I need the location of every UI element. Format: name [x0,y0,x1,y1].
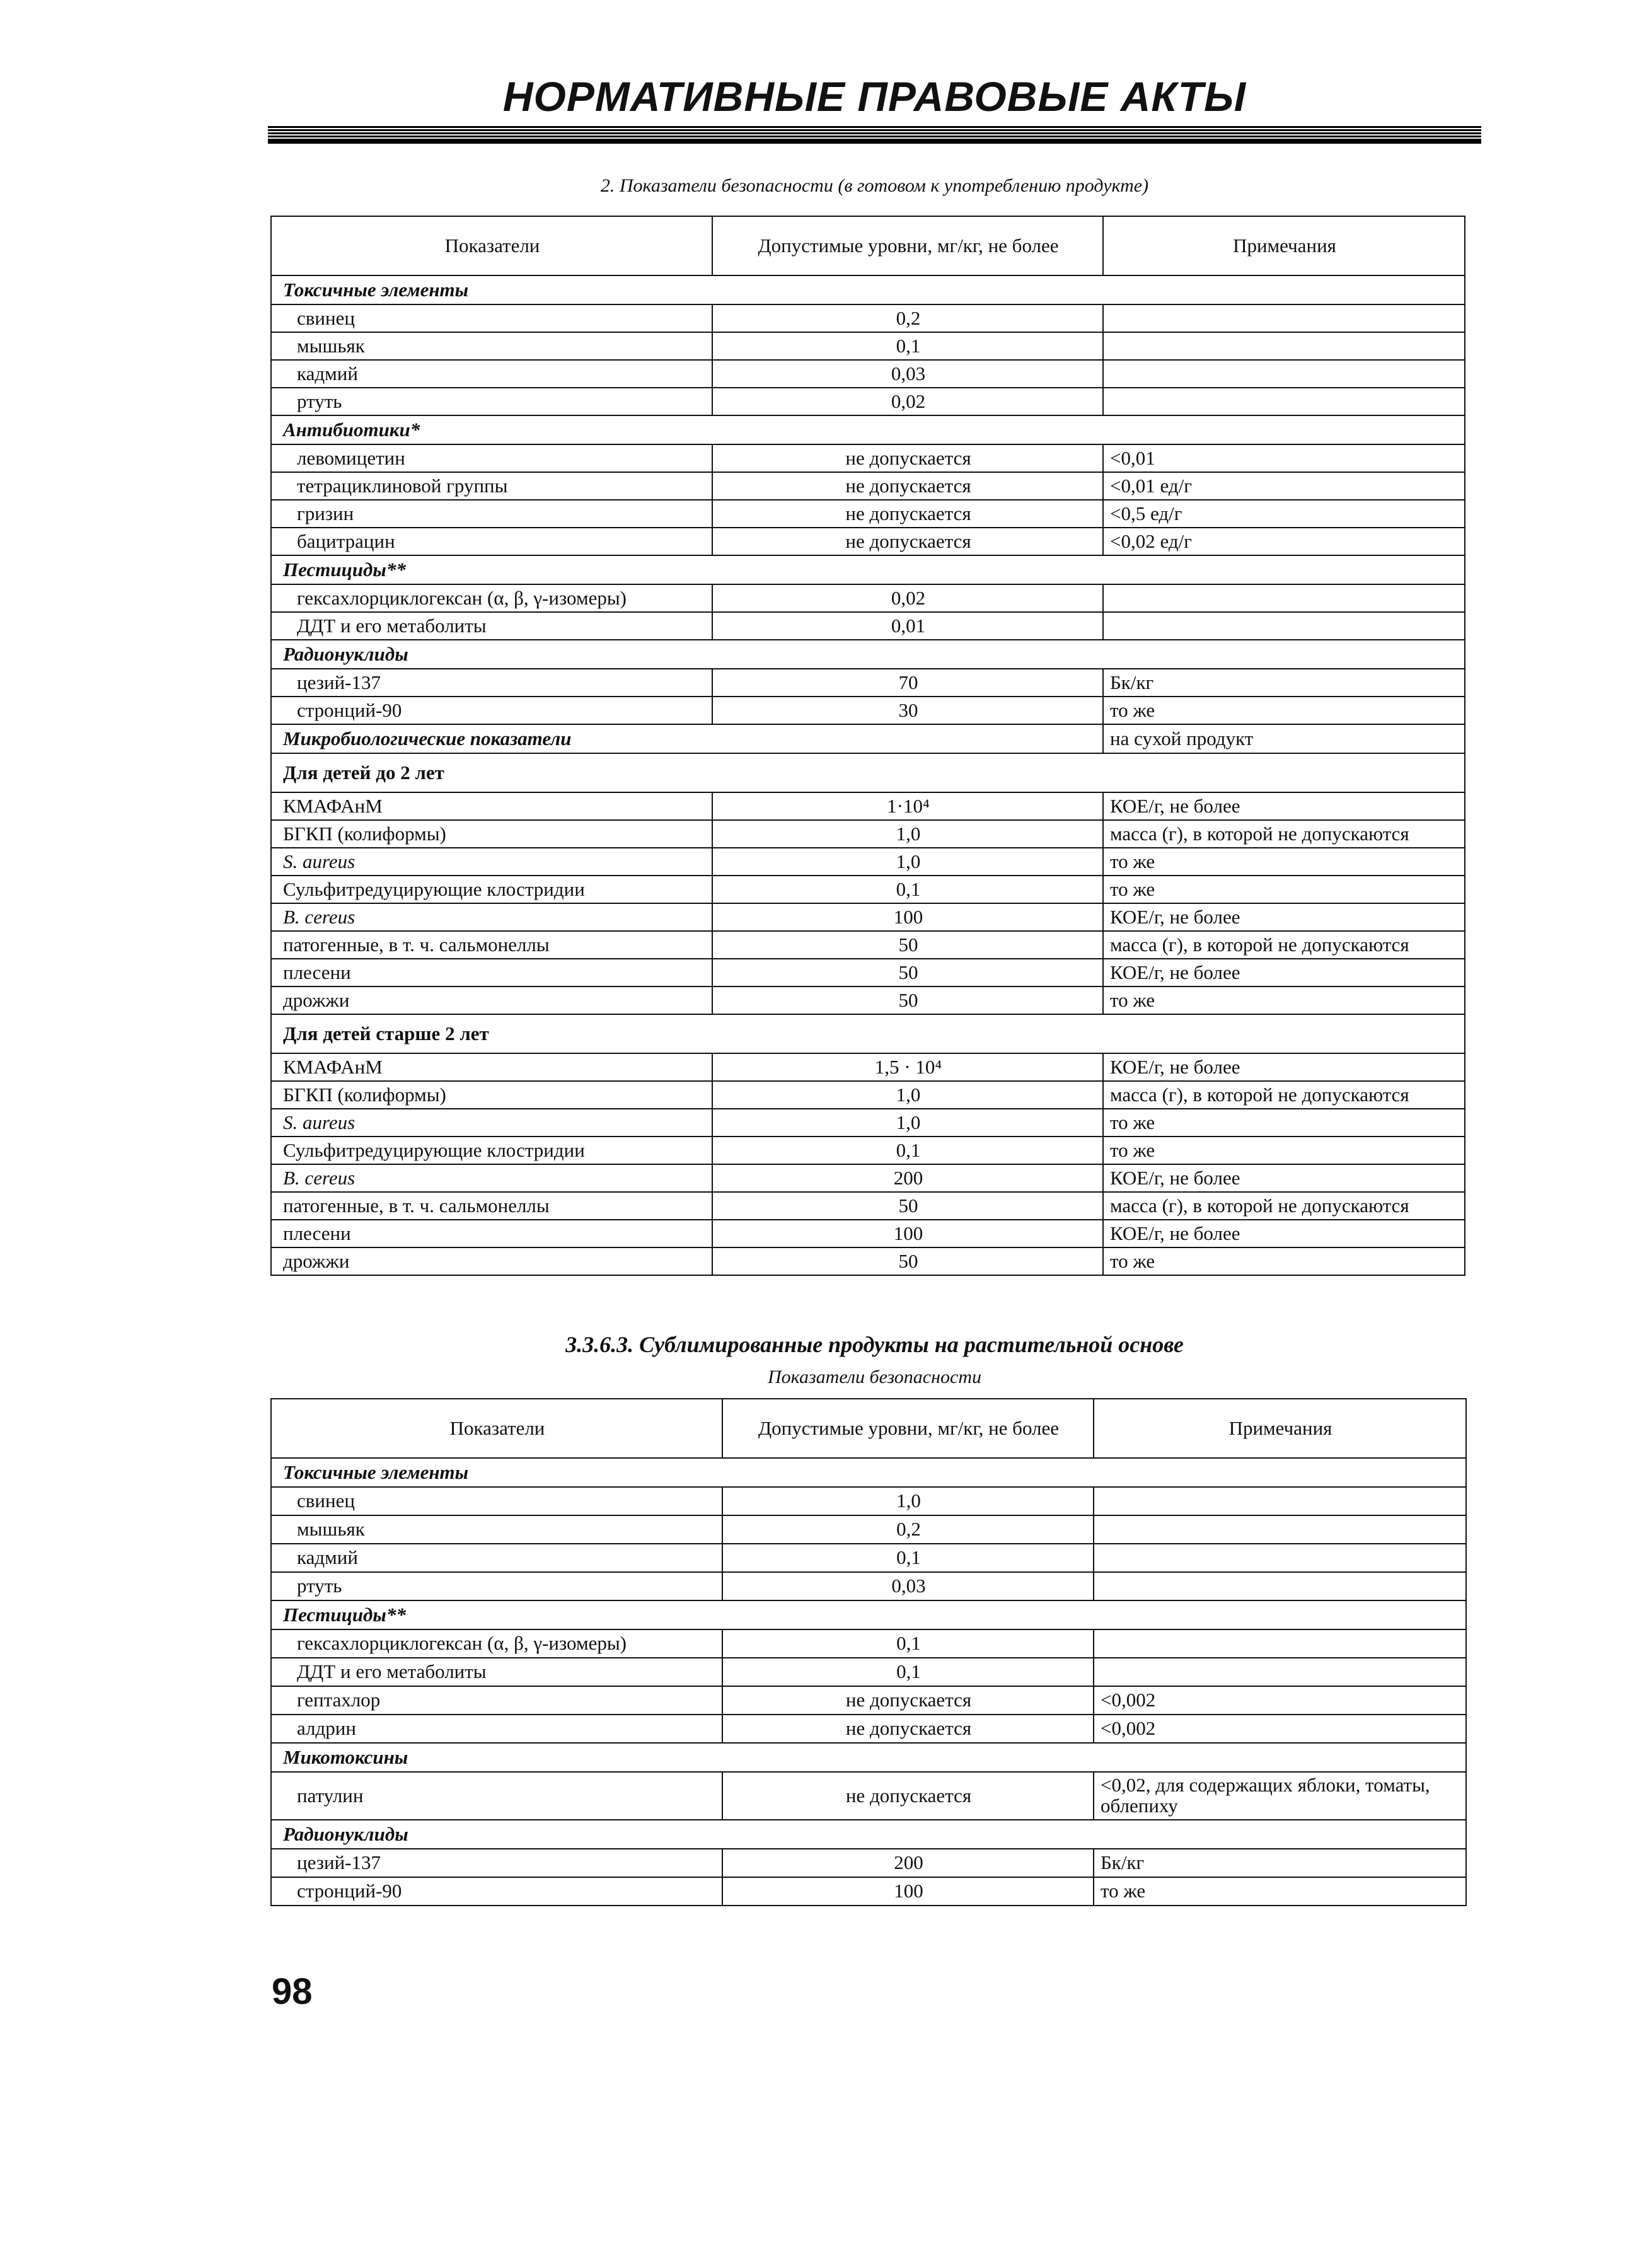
table-row [271,1544,1466,1572]
note-cell: то же [1094,1877,1466,1906]
note-cell: КОЕ/г, не более [1103,1220,1465,1247]
column-header-indicator: Показатели [271,216,712,275]
indicator-name: патулин [271,1772,722,1820]
note-cell [1103,332,1465,360]
indicator-name: Сульфитредуцирующие клостридии [271,1137,712,1164]
permitted-level: 100 [712,903,1103,931]
indicator-name: бацитрацин [271,528,712,555]
indicator-name: патогенные, в т. ч. сальмонеллы [271,1192,712,1220]
note-cell [1103,304,1465,332]
table-row [271,1137,1465,1164]
indicator-name: ДДТ и его метаболиты [271,1658,722,1686]
table-row [271,1686,1466,1715]
section-row [271,1014,1465,1053]
permitted-level: 0,2 [712,304,1103,332]
permitted-level: 0,03 [712,360,1103,388]
permitted-level: 0,1 [712,1137,1103,1164]
permitted-level: не допускается [722,1686,1094,1715]
note-cell [1094,1544,1466,1572]
permitted-level: 0,1 [722,1629,1094,1658]
table2-body [271,1458,1466,1906]
section-row [271,724,1465,753]
table-row [271,388,1465,415]
indicator-name: мышьяк [271,1515,722,1544]
table-row [271,332,1465,360]
indicator-name: левомицетин [271,444,712,472]
indicator-name: кадмий [271,1544,722,1572]
section-title: Пестициды** [271,555,1465,584]
note-cell: то же [1103,1247,1465,1275]
table-row [271,500,1465,528]
permitted-level: 50 [712,931,1103,959]
table-row [271,304,1465,332]
permitted-level: 0,03 [722,1572,1094,1600]
indicator-name: ДДТ и его метаболиты [271,612,712,640]
section-row [271,1600,1466,1629]
table-row [271,1515,1466,1544]
permitted-level: 100 [722,1877,1094,1906]
section-title: Микотоксины [271,1743,1466,1772]
note-cell: масса (г), в которой не допускаются [1103,1081,1465,1109]
permitted-level: 1,0 [722,1487,1094,1515]
permitted-level: 50 [712,986,1103,1014]
indicator-name: КМАФАнМ [271,1053,712,1081]
note-cell [1094,1515,1466,1544]
table-row [271,697,1465,724]
note-cell: КОЕ/г, не более [1103,792,1465,820]
permitted-level: 50 [712,1247,1103,1275]
permitted-level: 0,01 [712,612,1103,640]
note-cell: <0,02 ед/г [1103,528,1465,555]
permitted-level: 0,02 [712,388,1103,415]
indicator-name: дрожжи [271,1247,712,1275]
table-row [271,612,1465,640]
indicator-name: S. aureus [271,1109,712,1137]
indicator-name: плесени [271,959,712,986]
section-note: на сухой продукт [1103,724,1465,753]
indicator-name: ртуть [271,1572,722,1600]
section-title: Микробиологические показатели [271,724,1103,753]
permitted-level: 0,2 [722,1515,1094,1544]
indicator-name: цезий-137 [271,1849,722,1877]
note-cell: то же [1103,1109,1465,1137]
table-row [271,1572,1466,1600]
indicator-name: гексахлорциклогексан (α, β, γ-изомеры) [271,1629,722,1658]
note-cell: <0,002 [1094,1686,1466,1715]
note-cell: КОЕ/г, не более [1103,1053,1465,1081]
permitted-level: 0,1 [722,1544,1094,1572]
table-row [271,986,1465,1014]
note-cell: то же [1103,986,1465,1014]
table-row [271,1487,1466,1515]
note-cell [1103,612,1465,640]
section-title: Радионуклиды [271,640,1465,669]
column-header-notes: Примечания [1103,216,1465,275]
note-cell: <0,01 ед/г [1103,472,1465,500]
column-header-indicator: Показатели [271,1399,722,1458]
table-row [271,1081,1465,1109]
indicator-name: патогенные, в т. ч. сальмонеллы [271,931,712,959]
note-cell: <0,01 [1103,444,1465,472]
indicator-name: БГКП (колиформы) [271,820,712,848]
indicator-name: БГКП (колиформы) [271,1081,712,1109]
column-header-levels: Допустимые уровни, мг/кг, не более [712,216,1103,275]
indicator-name: гризин [271,500,712,528]
table-row [271,528,1465,555]
permitted-level: 0,1 [722,1658,1094,1686]
permitted-level: 200 [722,1849,1094,1877]
note-cell: <0,5 ед/г [1103,500,1465,528]
permitted-level: 1·10⁴ [712,792,1103,820]
section-row [271,640,1465,669]
note-cell: Бк/кг [1103,669,1465,697]
note-cell: КОЕ/г, не более [1103,959,1465,986]
note-cell [1103,360,1465,388]
table-row [271,792,1465,820]
indicator-name: B. cereus [271,1164,712,1192]
page-header-title: НОРМАТИВНЫЕ ПРАВОВЫЕ АКТЫ [502,73,1247,120]
table-row [271,584,1465,612]
note-cell [1094,1572,1466,1600]
section-title: Токсичные элементы [271,1458,1466,1487]
permitted-level: 1,0 [712,848,1103,876]
permitted-level: 1,0 [712,1081,1103,1109]
permitted-level: 0,1 [712,332,1103,360]
permitted-level: 0,1 [712,876,1103,903]
note-cell: масса (г), в которой не допускаются [1103,820,1465,848]
indicator-name: плесени [271,1220,712,1247]
section-row [271,415,1465,444]
table-row [271,1192,1465,1220]
indicator-name: гексахлорциклогексан (α, β, γ-изомеры) [271,584,712,612]
note-cell: КОЕ/г, не более [1103,1164,1465,1192]
note-cell: то же [1103,848,1465,876]
table-row [271,1658,1466,1686]
indicator-name: Сульфитредуцирующие клостридии [271,876,712,903]
table1 [270,216,1465,1276]
indicator-name: цезий-137 [271,669,712,697]
table-row [271,1164,1465,1192]
permitted-level: не допускается [722,1772,1094,1820]
table-row [271,1772,1466,1820]
permitted-level: 200 [712,1164,1103,1192]
indicator-name: мышьяк [271,332,712,360]
section-subheading: Показатели безопасности [768,1367,981,1387]
indicator-name: кадмий [271,360,712,388]
note-cell: масса (г), в которой не допускаются [1103,931,1465,959]
note-cell: <0,002 [1094,1715,1466,1743]
note-cell [1094,1629,1466,1658]
table-row [271,1220,1465,1247]
note-cell: то же [1103,876,1465,903]
indicator-name: свинец [271,1487,722,1515]
table-row [271,1849,1466,1877]
section-heading: 3.3.6.3. Сублимированные продукты на растительной основе [565,1332,1184,1357]
permitted-level: 50 [712,1192,1103,1220]
note-cell [1094,1487,1466,1515]
table-row [271,959,1465,986]
permitted-level: не допускается [712,500,1103,528]
indicator-name: свинец [271,304,712,332]
column-header-notes: Примечания [1094,1399,1466,1458]
table-row [271,669,1465,697]
indicator-name: гептахлор [271,1686,722,1715]
note-cell: то же [1103,697,1465,724]
permitted-level: 1,0 [712,820,1103,848]
permitted-level: 30 [712,697,1103,724]
table-row [271,876,1465,903]
section-title: Для детей старше 2 лет [271,1014,1465,1053]
section-row [271,275,1465,304]
permitted-level: не допускается [712,528,1103,555]
section-title: Для детей до 2 лет [271,753,1465,792]
note-cell: Бк/кг [1094,1849,1466,1877]
table-row [271,903,1465,931]
indicator-name: алдрин [271,1715,722,1743]
permitted-level: 0,02 [712,584,1103,612]
section-row [271,1743,1466,1772]
table-row [271,1109,1465,1137]
indicator-name: стронций-90 [271,697,712,724]
permitted-level: 100 [712,1220,1103,1247]
table-row [271,1629,1466,1658]
note-cell: КОЕ/г, не более [1103,903,1465,931]
note-cell [1094,1658,1466,1686]
section-row [271,1820,1466,1849]
note-cell: масса (г), в которой не допускаются [1103,1192,1465,1220]
table-row [271,848,1465,876]
permitted-level: не допускается [722,1715,1094,1743]
section-row [271,1458,1466,1487]
column-header-levels: Допустимые уровни, мг/кг, не более [722,1399,1094,1458]
table1-body [271,275,1465,1275]
table2 [270,1398,1467,1906]
indicator-name: S. aureus [271,848,712,876]
table-row [271,1715,1466,1743]
section-title: Антибиотики* [271,415,1465,444]
table-row [271,1053,1465,1081]
permitted-level: не допускается [712,472,1103,500]
section-title: Пестициды** [271,1600,1466,1629]
table-row [271,820,1465,848]
table-row [271,444,1465,472]
permitted-level: не допускается [712,444,1103,472]
note-cell [1103,388,1465,415]
indicator-name: дрожжи [271,986,712,1014]
header-rule-bottom [268,139,1481,144]
indicator-name: КМАФАнМ [271,792,712,820]
table-row [271,1877,1466,1906]
indicator-name: ртуть [271,388,712,415]
table-row [271,1247,1465,1275]
table-row [271,931,1465,959]
section-row [271,753,1465,792]
page-number: 98 [272,1971,313,2012]
indicator-name: B. cereus [271,903,712,931]
permitted-level: 1,5 · 10⁴ [712,1053,1103,1081]
section-row [271,555,1465,584]
permitted-level: 70 [712,669,1103,697]
table-row [271,360,1465,388]
note-cell: то же [1103,1137,1465,1164]
note-cell: <0,02, для содержащих яблоки, томаты, облепиху [1094,1772,1466,1820]
section-title: Токсичные элементы [271,275,1465,304]
indicator-name: тетрациклиновой группы [271,472,712,500]
note-cell [1103,584,1465,612]
section-title: Радионуклиды [271,1820,1466,1849]
permitted-level: 1,0 [712,1109,1103,1137]
table1-caption: 2. Показатели безопасности (в готовом к употреблению продукте) [600,175,1149,196]
permitted-level: 50 [712,959,1103,986]
table-row [271,472,1465,500]
indicator-name: стронций-90 [271,1877,722,1906]
